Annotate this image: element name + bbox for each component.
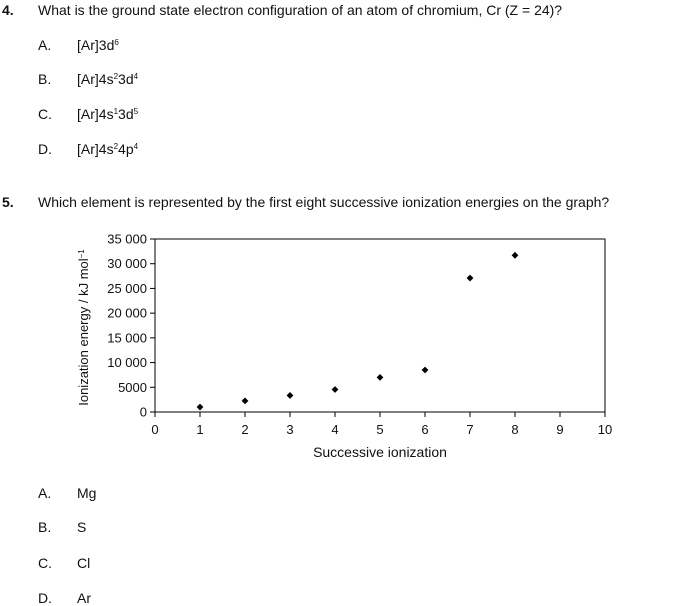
x-tick-label: 7 [466, 422, 474, 437]
q5-option-text: Mg [77, 485, 97, 501]
data-point [197, 404, 204, 411]
question-5-number: 5. [2, 194, 14, 210]
x-tick-label: 10 [597, 422, 613, 437]
y-tick-label: 25 000 [107, 280, 147, 296]
q5-option-text: Ar [77, 590, 91, 606]
q4-option-text: $[Ar]4s^23d^4$ [77, 71, 139, 87]
question-5-text: Which element is represented by the first eight successive ionization energies on the graph? [38, 194, 610, 210]
x-tick-label: 4 [331, 422, 339, 437]
q4-option-text: $[Ar]4s^24p^4$ [77, 141, 139, 157]
data-point [332, 386, 339, 393]
q4-option-text: $[Ar]3d^6$ [77, 37, 119, 53]
y-tick-label: 20 000 [107, 305, 147, 321]
y-tick-label: 10 000 [107, 355, 147, 371]
question-4-text: What is the ground state electron configuration of an atom of chromium, Cr (Z = 24)? [38, 2, 563, 18]
data-point [242, 397, 249, 404]
x-tick-label: 2 [241, 422, 249, 437]
q4-option-letter: B. [38, 71, 52, 87]
q4-option-text: $[Ar]4s^13d^5$ [77, 106, 139, 122]
x-tick-label: 3 [286, 422, 294, 437]
q5-option-letter: B. [38, 519, 52, 535]
data-point [422, 367, 429, 374]
question-4-number: 4. [2, 2, 14, 18]
x-tick-label: 0 [151, 422, 159, 437]
plot-frame [155, 239, 605, 412]
x-tick-label: 9 [556, 422, 564, 437]
y-tick-label: 0 [139, 404, 147, 420]
q4-option-letter: A. [38, 37, 52, 53]
data-point [377, 374, 384, 381]
q5-option-text: Cl [77, 555, 91, 571]
y-axis-title: Ionization energy / kJ mol$^{-1}$ [76, 249, 91, 406]
q5-option-letter: D. [38, 590, 52, 606]
q5-option-text: S [77, 519, 87, 535]
x-tick-label: 6 [421, 422, 429, 437]
y-tick-label: 30 000 [107, 256, 147, 272]
q4-option-letter: D. [38, 141, 52, 157]
x-axis-title: Successive ionization [313, 444, 447, 460]
q5-option-letter: A. [38, 485, 52, 501]
x-tick-label: 5 [376, 422, 384, 437]
x-tick-label: 1 [196, 422, 204, 437]
y-tick-label: 15 000 [107, 330, 147, 346]
y-tick-label: 35 000 [107, 231, 147, 247]
q4-option-letter: C. [38, 106, 52, 122]
q5-option-letter: C. [38, 555, 52, 571]
data-point [287, 392, 294, 399]
y-tick-label: 5000 [118, 379, 147, 395]
data-point [467, 275, 474, 282]
x-tick-label: 8 [511, 422, 519, 437]
data-point [512, 252, 519, 259]
